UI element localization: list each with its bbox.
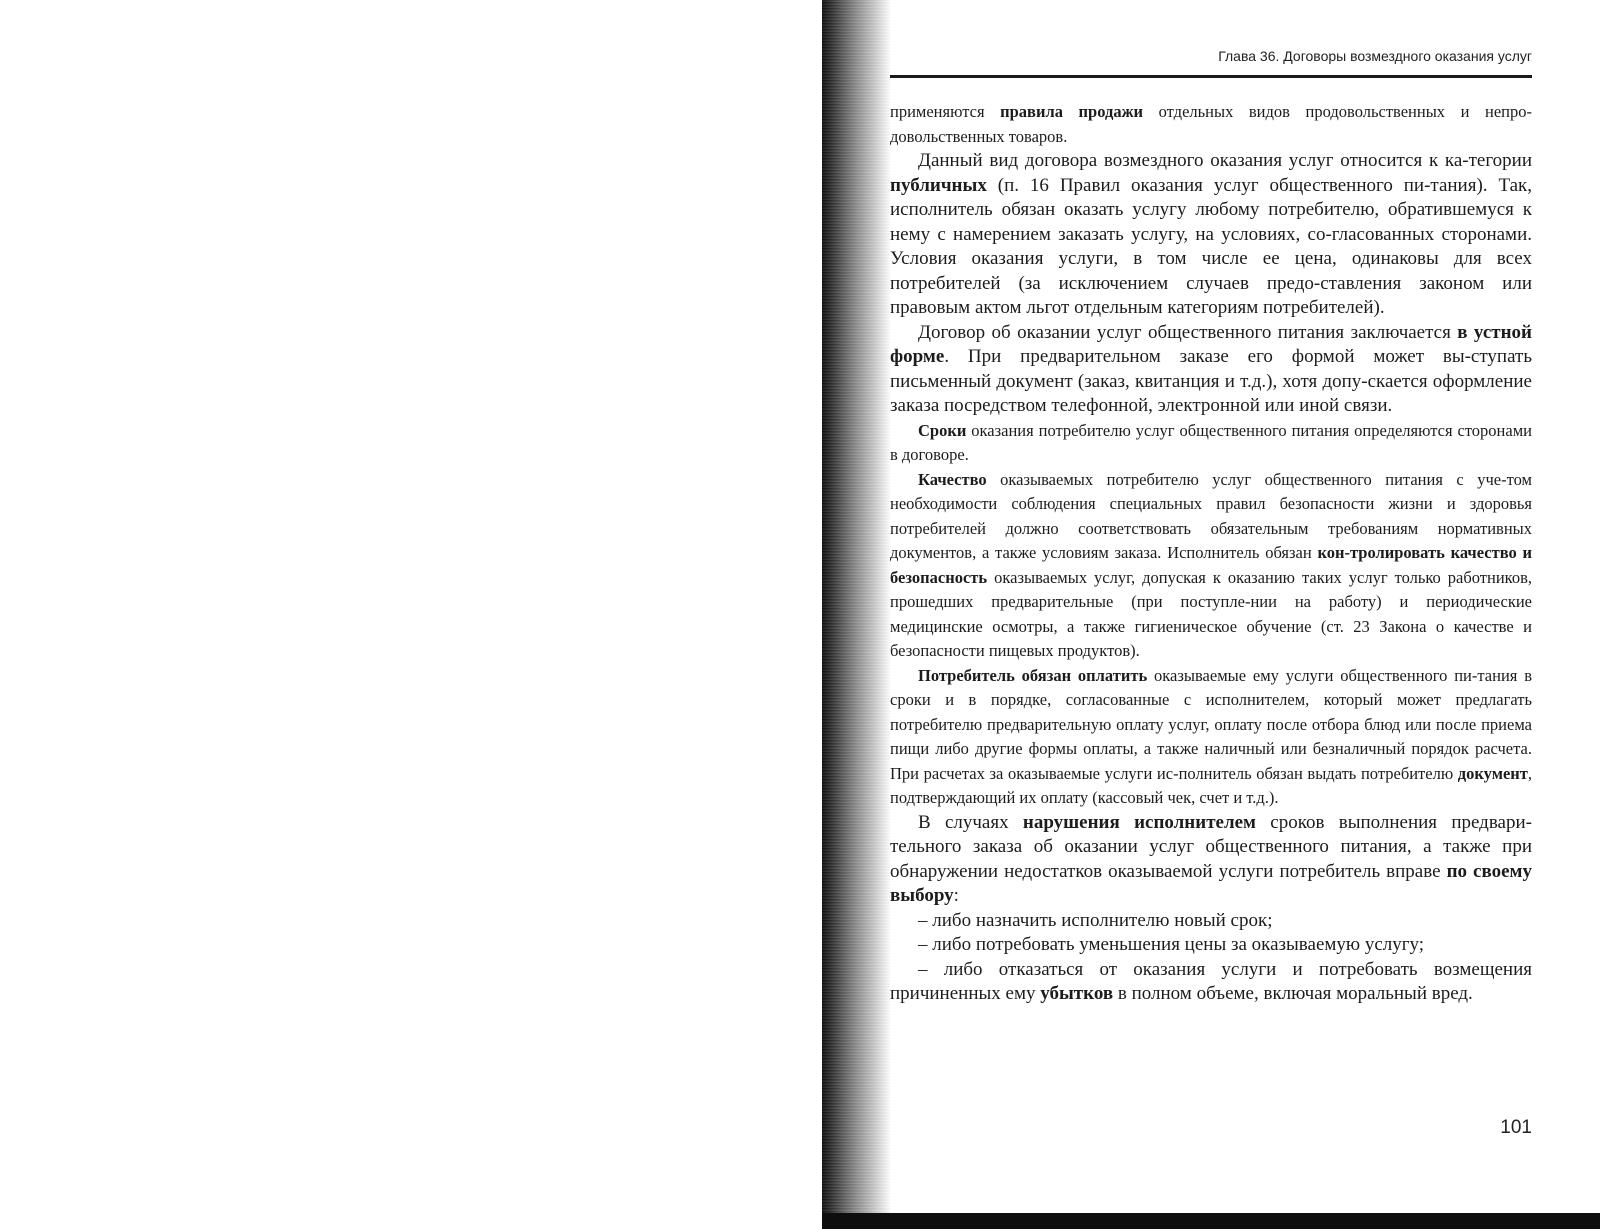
list-item: [890, 933, 1532, 958]
paragraph: [890, 321, 1532, 419]
bold-term: кон-тролировать качество и безопасность: [890, 543, 1532, 587]
paragraph: [890, 811, 1532, 909]
paragraph: [890, 664, 1532, 811]
running-header: Глава 36. Договоры возмездного оказания услуг: [1218, 48, 1532, 64]
bold-term: публичных: [890, 174, 987, 196]
paragraph: [890, 149, 1532, 321]
text-run: – либо назначить исполнителю новый срок;: [918, 909, 1273, 931]
text-run: . При предварительном заказе его формой может вы-ступать письменный документ (заказ, квитанция и т.д.), хотя допу-скается оформление заказа посредством телефонной, электронной или иной связи.: [890, 346, 1532, 416]
bold-term: документ: [1457, 763, 1528, 783]
bold-term: Сроки: [918, 420, 967, 440]
text-run: оказываемые ему услуги общественного пи-тания в сроки и в порядке, согласованные с исполнителем, который может предлагать потребителю предварительную оплату услуг, оплату после отбора блюд или после приема пищи либо другие формы оплаты, а также наличный или безналичный порядок расчета. При расчетах за оказываемые услуги ис-полнитель обязан выдать потребителю: [890, 665, 1532, 783]
paragraph: [890, 419, 1532, 468]
scan-bottom-edge: [822, 1213, 1600, 1229]
bold-term: в устной форме: [890, 321, 1532, 367]
text-run: Данный вид договора возмездного оказания услуг относится к ка-тегории: [918, 150, 1532, 171]
text-run: – либо потребовать уменьшения цены за оказываемую услугу;: [918, 934, 1425, 955]
scan-binding-shadow: [822, 0, 890, 1229]
bold-term: нарушения исполнителем: [1022, 811, 1256, 833]
text-run: :: [953, 885, 959, 906]
bold-term: правила продажи: [1000, 102, 1144, 121]
bold-term: Качество: [918, 469, 987, 489]
paragraph: [890, 100, 1532, 149]
text-run: оказываемых услуг, допуская к оказанию таких услуг только работников, прошедших предварительные (при поступле-нии на работу) и периодические медицинские осмотры, а также гигиеническое обучение (ст. 23 Закона о качестве и безопасности пищевых продуктов).: [890, 567, 1532, 660]
text-run: отдельных видов продовольственных и непро-довольственных товаров.: [890, 102, 1532, 146]
header-rule: [890, 75, 1532, 78]
list-item: [890, 909, 1532, 934]
bold-term: убытков: [1040, 983, 1114, 1004]
page-number: 101: [1500, 1117, 1532, 1138]
page-body: [890, 100, 1532, 1007]
text-run: оказываемых потребителю услуг общественного питания с уче-том необходимости соблюдения специальных правил безопасности жизни и здоровья потребителей должно соответствовать обязательным требованиям нормативных документов, а также условиям заказа. Исполнитель обязан: [890, 469, 1532, 562]
text-run: – либо отказаться от оказания услуги и потребовать возмещения причиненных ему: [890, 958, 1532, 1004]
text-run: применяются: [890, 102, 1001, 121]
text-run: Договор об оказании услуг общественного питания заключается: [918, 321, 1458, 343]
text-run: в полном объеме, включая моральный вред.: [1113, 983, 1473, 1004]
text-run: оказания потребителю услуг общественного питания определяются сторонами в договоре.: [890, 420, 1532, 464]
list-item: [890, 958, 1532, 1007]
paragraph: [890, 468, 1532, 664]
bold-term: Потребитель обязан оплатить: [918, 665, 1148, 685]
text-run: сроков выполнения предвари-тельного заказа об оказании услуг общественного питания, а также при обнаружении недостатков оказываемой услуги потребитель вправе: [890, 811, 1532, 882]
text-run: (п. 16 Правил оказания услуг общественного пи-тания). Так, исполнитель обязан оказать услугу любому потребителю, обратившемуся к нему с намерением заказать услугу, на условиях, со-гласованных сторонами. Условия оказания услуги, в том числе ее цена, одинаковы для всех потребителей (за исключением случаев предо-ставления законом или правовым актом льгот отдельным категориям потребителей).: [890, 174, 1532, 318]
text-run: В случаях: [918, 811, 1023, 833]
text-run: , подтверждающий их оплату (кассовый чек, счет и т.д.).: [890, 763, 1532, 807]
bold-term: по своему выбору: [890, 860, 1532, 906]
book-page: [890, 0, 1600, 1213]
